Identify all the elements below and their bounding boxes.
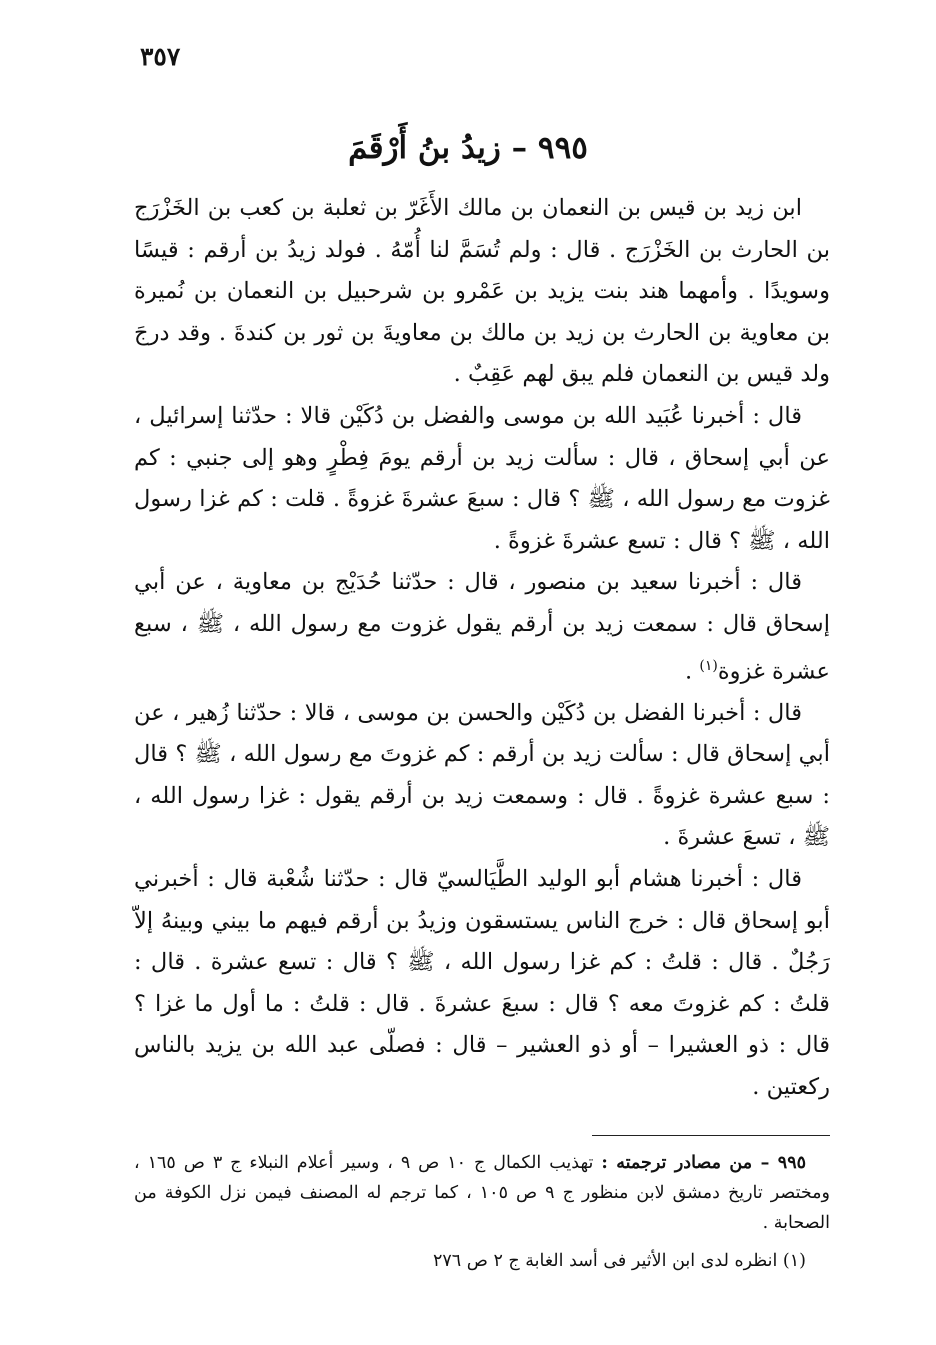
footnotes (134, 1148, 830, 1276)
footnote-1: (١) انظره لدى ابن الأثير فى أسد الغابة ج ٢ ص ٢٧٦ (432, 1251, 806, 1271)
page-number: ٣٥٧ (140, 42, 181, 71)
footnote-marker: (١) (699, 657, 718, 674)
sources-lead: ٩٩٥ – من مصادر ترجمته : (601, 1153, 806, 1173)
sources-footnote (134, 1148, 830, 1238)
entry-title: ٩٩٥ – زيدُ بنُ أَرْقَمَ (348, 130, 588, 166)
paragraph-text: قال : أخبرنا سعيد بن منصور ، قال : حدّثنا حُدَيْج بن معاوية ، عن أبي إسحاق قال : سمعت زيد بن أرقم يقول غزوت مع رسول الله ، ﷺ ، سبع عشرة غزوة (134, 569, 830, 685)
paragraph: قال : أخبرنا عُبَيد الله بن موسى والفضل بن دُكَيْن قالا : حدّثنا إسرائيل ، عن أبي إسحاق ، قال : سألت زيد بن أرقم يومَ فِطْرٍ وهو إلى جنبي : كم غزوت مع رسول الله ، ﷺ ؟ قال : سبعَ عشرةَ غزوةً . قلت : كم غزا رسول الله ، ﷺ ؟ قال : تسع عشرةَ غزوةً . (134, 402, 830, 554)
sources-text: تهذيب الكمال ج ١٠ ص ٩ ، وسير أعلام النبلاء ج ٣ ص ١٦٥ ، ومختصر تاريخ دمشق لابن منظور ج ٩ ص ١٠٥ ، كما ترجم له المصنف فيمن نزل الكوفة من الصحابة . (134, 1153, 831, 1233)
paragraph: ابن زيد بن قيس بن النعمان بن مالك الأَغَرّ بن ثعلبة بن كعب بن الخَزْرَج بن الحارث بن الخَزْرَج . قال : ولم تُسَمَّ لنا أُمّهُ . فولد زيدُ بن أرقم : قيسًا وسويدًا . وأمهما هند بنت يزيد بن عَمْرو بن شرحبيل بن النعمان بن نُميرة بن معاوية بن الحارث بن زيد بن مالك بن معاويةَ بن ثور بن كندةَ . وقد درجَ ولد قيس بن النعمان فلم يبق لهم عَقِبٌ . (134, 195, 830, 388)
paragraph-end: . (685, 658, 700, 685)
footnote-divider (592, 1135, 830, 1136)
paragraph: قال : أخبرنا الفضل بن دُكَيْن والحسن بن موسى ، قالا : حدّثنا زُهير ، عن أبي إسحاق قال : سألت زيد بن أرقم : كم غزوتَ مع رسول الله ، ﷺ ؟ قال : سبع عشرة غزوةً . قال : وسمعت زيد بن أرقم يقول : غزا رسول الله ، ﷺ ، تسعَ عشرةَ . (134, 699, 830, 851)
paragraph (134, 562, 830, 692)
paragraph: قال : أخبرنا هشام أبو الوليد الطَّيَالسيّ قال : حدّثنا شُعْبة قال : أخبرني أبو إسحاق قال : خرج الناس يستسقون وزيدُ بن أرقم فيهم ما بيني وبينهُ إلاّ رَجُلٌ . قال : قلتُ : كم غزا رسول الله ، ﷺ ؟ قال : تسع عشرة . قال : قلتُ : كم غزوتَ معه ؟ قال : سبعَ عشرةَ . قال : قلتُ : ما أول ما غزا ؟ قال : ذو العشيرا – أو ذو العشير – قال : فصلّى عبد الله بن يزيد بالناس ركعتين . (134, 866, 830, 1100)
body-text (134, 188, 830, 1109)
